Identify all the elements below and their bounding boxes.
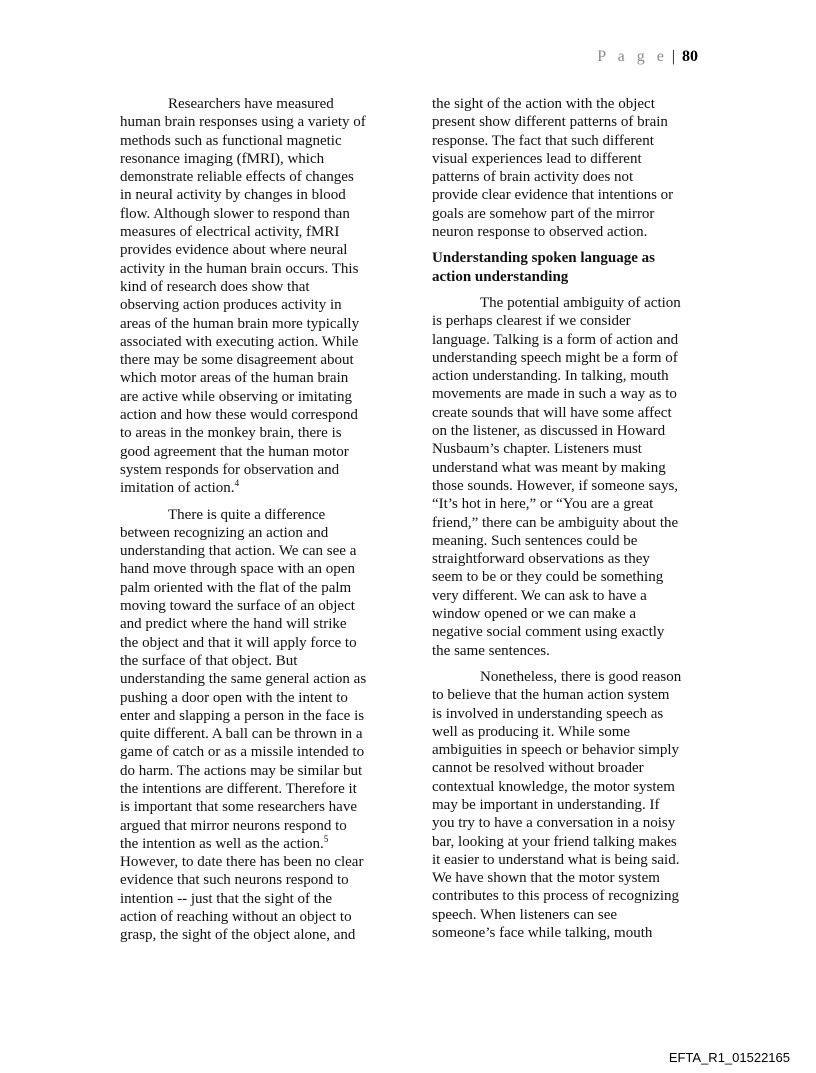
- text-line: those sounds. However, if someone says,: [432, 477, 679, 494]
- right-column: [432, 95, 722, 942]
- text-line: goals are somehow part of the mirror: [432, 205, 655, 222]
- text-line: window opened or we can make a: [432, 606, 637, 623]
- heading-line: action understanding: [432, 268, 569, 285]
- text-line: is involved in understanding speech as: [432, 705, 664, 722]
- footnote-ref[interactable]: 5: [323, 833, 329, 844]
- text-line: contextual knowledge, the motor system: [432, 778, 675, 795]
- text-line: action of reaching without an object to: [120, 909, 352, 926]
- text-line: palm oriented with the flat of the palm: [120, 579, 352, 596]
- text-line: intention -- just that the sight of the: [120, 890, 333, 907]
- text-line: provide clear evidence that intentions or: [432, 187, 674, 204]
- text-line: on the listener, as discussed in Howard: [432, 423, 666, 440]
- paragraph-gap: [432, 286, 722, 294]
- text-line: is important that some researchers have: [120, 799, 357, 816]
- text-line: We have shown that the motor system: [432, 870, 660, 887]
- text-line: However, to date there has been no clear: [120, 854, 364, 871]
- text-line: do harm. The actions may be similar but: [120, 762, 363, 779]
- text-line: speech. When listeners can see: [432, 906, 618, 923]
- text-line: demonstrate reliable effects of changes: [120, 169, 354, 186]
- text-line: straightforward observations as they: [432, 551, 650, 568]
- text-segment: imitation of action.: [120, 480, 235, 497]
- text-line: create sounds that will have some affect: [432, 404, 672, 421]
- text-line: measures of electrical activity, fMRI: [120, 224, 340, 241]
- text-line: friend,” there can be ambiguity about the: [432, 514, 679, 531]
- text-line: the surface of that object. But: [120, 652, 298, 669]
- text-line: the intentions are different. Therefore it: [120, 780, 357, 797]
- paragraph-ambiguity: [432, 294, 722, 660]
- text-line: may be important in understanding. If: [432, 796, 660, 813]
- text-line: [120, 479, 410, 497]
- text-line: response. The fact that such different: [432, 132, 654, 149]
- text-line: Nusbaum’s chapter. Listeners must: [432, 441, 642, 458]
- text-line: moving toward the surface of an object: [120, 598, 355, 615]
- text-line: visual experiences lead to different: [432, 150, 642, 167]
- text-line: enter and slapping a person in the face is: [120, 707, 365, 724]
- document-id: EFTA_R1_01522165: [668, 1050, 790, 1065]
- text-line: meaning. Such sentences could be: [432, 532, 638, 549]
- text-line: present show different patterns of brain: [432, 114, 668, 131]
- text-line: understanding that action. We can see a: [120, 543, 357, 560]
- text-segment: the intention as well as the action.: [120, 835, 324, 852]
- text-line: ambiguities in speech or behavior simply: [432, 742, 680, 759]
- text-line: quite different. A ball can be thrown in a: [120, 726, 363, 743]
- text-line: provides evidence about where neural: [120, 242, 348, 259]
- text-line: understanding the same general action as: [120, 671, 367, 688]
- text-line: well as producing it. While some: [432, 723, 631, 740]
- text-line: there may be some disagreement about: [120, 352, 354, 369]
- text-line: the object and that it will apply force to: [120, 634, 357, 651]
- text-line: understand what was meant by making: [432, 459, 666, 476]
- text-line: hand move through space with an open: [120, 561, 355, 578]
- text-line: system responds for observation and: [120, 461, 340, 478]
- left-column: [120, 95, 410, 945]
- text-line: to believe that the human action system: [432, 687, 670, 704]
- text-line: grasp, the sight of the object alone, and: [120, 927, 356, 944]
- heading-line: Understanding spoken language as: [432, 250, 655, 267]
- text-line: language. Talking is a form of action and: [432, 331, 679, 348]
- text-line: the same sentences.: [432, 642, 550, 659]
- text-line: and predict where the hand will strike: [120, 616, 347, 633]
- text-line: action understanding. In talking, mouth: [432, 368, 669, 385]
- paragraph-fmri: [120, 95, 410, 498]
- text-line: game of catch or as a missile intended to: [120, 744, 365, 761]
- text-line: good agreement that the human motor: [120, 443, 349, 460]
- page-separator: |: [671, 48, 675, 65]
- paragraph-gap: [120, 498, 410, 506]
- text-line: is perhaps clearest if we consider: [432, 313, 631, 330]
- text-line: negative social comment using exactly: [432, 624, 665, 641]
- text-line: are active while observing or imitating: [120, 388, 353, 405]
- text-line: movements are made in such a way as to: [432, 386, 677, 403]
- page-label: P a g e: [597, 48, 668, 65]
- text-line: evidence that such neurons respond to: [120, 872, 349, 889]
- text-line: between recognizing an action and: [120, 524, 329, 541]
- paragraph-gap: [432, 241, 722, 249]
- text-line: understanding speech might be a form of: [432, 349, 678, 366]
- text-line: flow. Although slower to respond than: [120, 205, 350, 222]
- text-line: Researchers have measured: [168, 96, 334, 112]
- text-line: methods such as functional magnetic: [120, 132, 342, 149]
- text-line: action and how these would correspond: [120, 407, 358, 424]
- text-line: [120, 835, 410, 853]
- text-line: human brain responses using a variety of: [120, 114, 366, 131]
- text-line: which motor areas of the human brain: [120, 370, 349, 387]
- page-header: [597, 48, 698, 66]
- paragraph-nonetheless: [432, 668, 722, 942]
- text-line: very different. We can ask to have a: [432, 587, 647, 604]
- text-line: The potential ambiguity of action: [480, 294, 681, 311]
- text-line: the sight of the action with the object: [432, 96, 655, 112]
- text-line: observing action produces activity in: [120, 297, 342, 314]
- text-line: someone’s face while talking, mouth: [432, 925, 653, 942]
- text-line: “It’s hot in here,” or “You are a great: [432, 496, 654, 513]
- text-line: kind of research does show that: [120, 278, 310, 295]
- text-line: patterns of brain activity does not: [432, 169, 634, 186]
- text-line: neuron response to observed action.: [432, 224, 648, 241]
- text-line: resonance imaging (fMRI), which: [120, 150, 325, 167]
- text-line: it easier to understand what is being said.: [432, 851, 680, 868]
- text-line: cannot be resolved without broader: [432, 760, 644, 777]
- paragraph-continuation: [432, 95, 722, 241]
- paragraph-recognizing-action: [120, 506, 410, 945]
- text-line: activity in the human brain occurs. This: [120, 260, 359, 277]
- text-line: argued that mirror neurons respond to: [120, 817, 347, 834]
- text-line: contributes to this process of recognizing: [432, 888, 680, 905]
- text-line: associated with executing action. While: [120, 333, 359, 350]
- paragraph-gap: [432, 660, 722, 668]
- text-line: in neural activity by changes in blood: [120, 187, 346, 204]
- page-number: 80: [682, 48, 698, 65]
- text-line: pushing a door open with the intent to: [120, 689, 348, 706]
- text-line: seem to be or they could be something: [432, 569, 664, 586]
- text-line: There is quite a difference: [168, 506, 326, 523]
- text-line: Nonetheless, there is good reason: [480, 668, 682, 685]
- text-line: bar, looking at your friend talking makes: [432, 833, 677, 850]
- text-line: to areas in the monkey brain, there is: [120, 425, 342, 442]
- text-line: areas of the human brain more typically: [120, 315, 360, 332]
- footnote-ref[interactable]: 4: [234, 478, 240, 489]
- section-heading: [432, 249, 722, 286]
- text-line: you try to have a conversation in a noisy: [432, 815, 676, 832]
